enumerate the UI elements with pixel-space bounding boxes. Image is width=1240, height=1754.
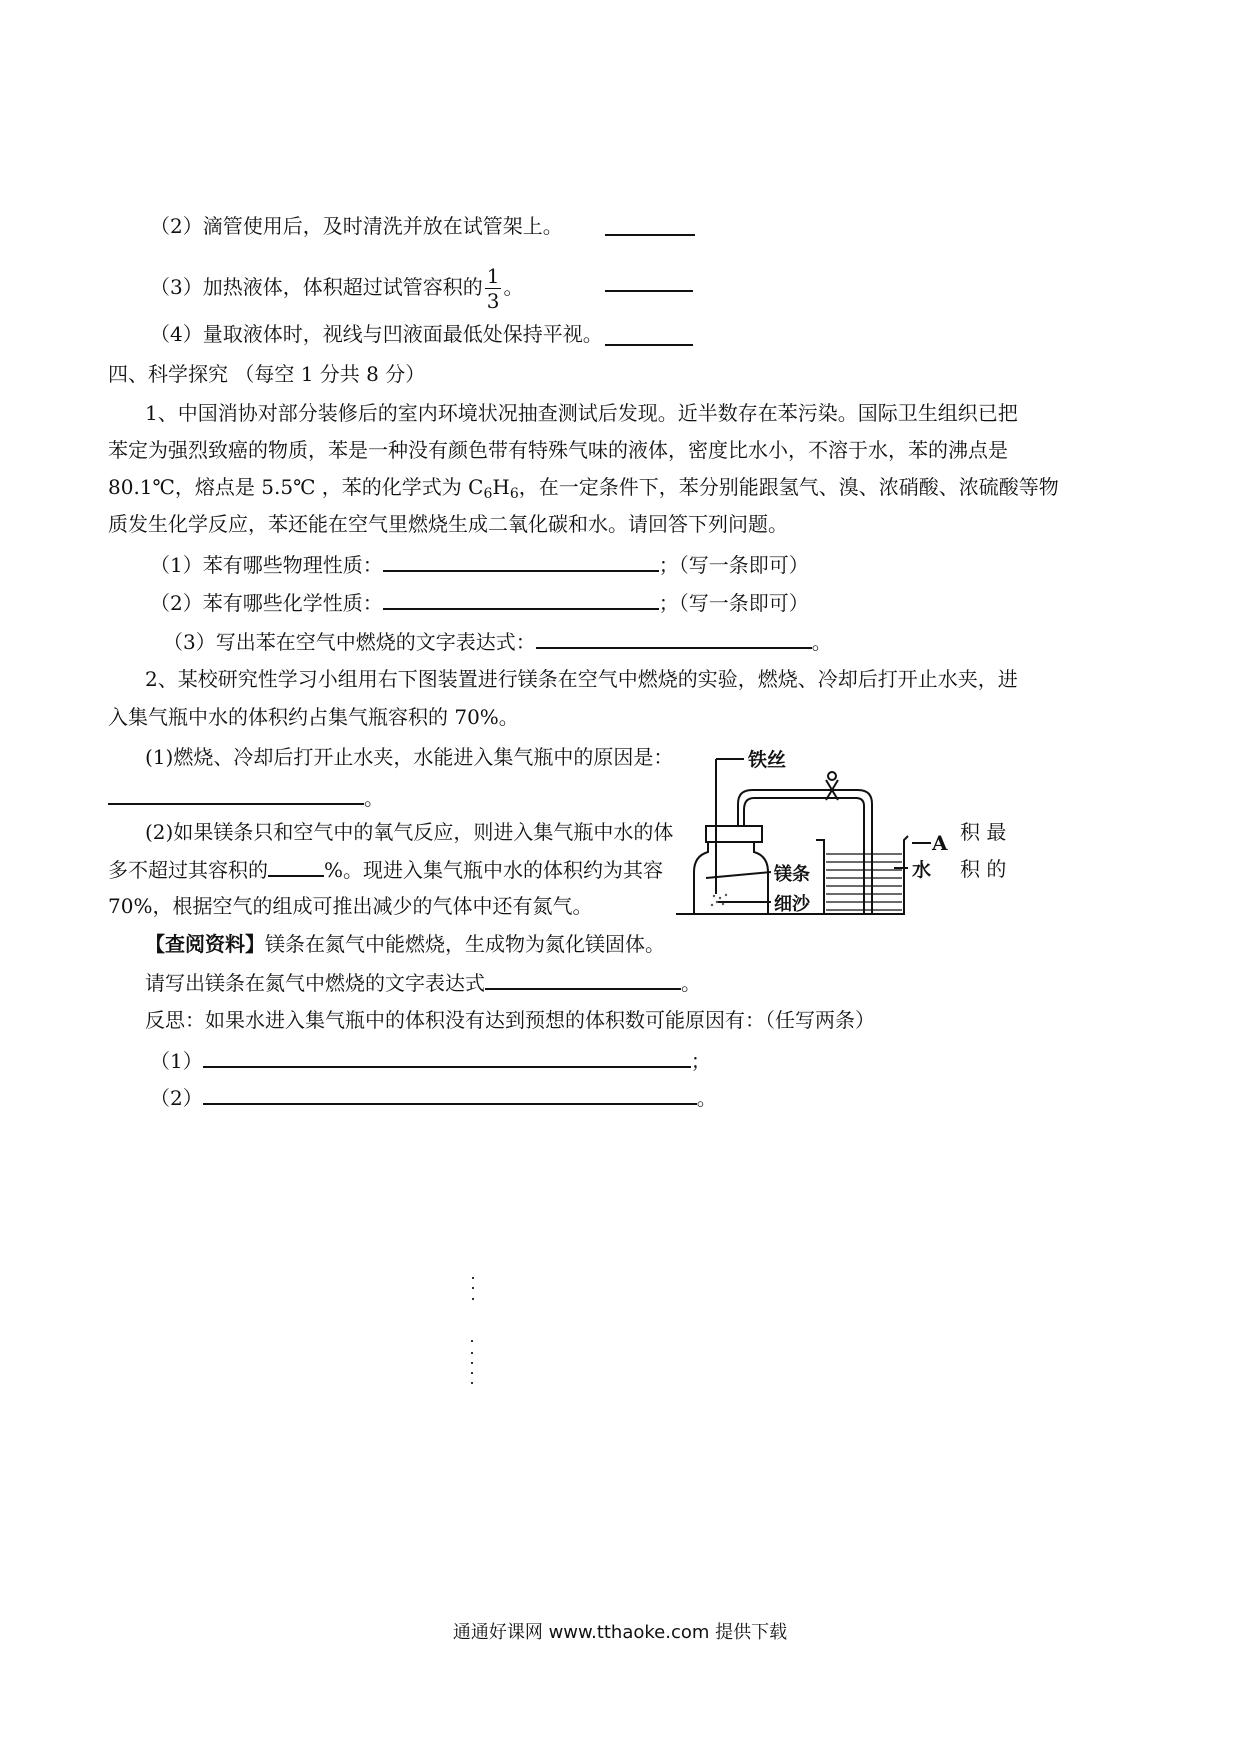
q3-item-4-text: （4）量取液体时，视线与凹液面最低处保持平视。 [150,322,603,346]
clamp-handle [828,772,836,780]
q1-para-line-3 [108,473,1059,508]
footer: 通通好课网 www.tthaoke.com 提供下载 [452,1622,788,1643]
answer-blank[interactable] [605,214,695,236]
reflect-answer-1-end: ； [690,1049,711,1073]
q3-item-3-text: （3）加热液体，体积超过试管容积的 [150,275,483,299]
reflect-answer-1 [150,1046,711,1075]
q2-part-2-right-1: 积 最 [960,820,1007,844]
q2-part-2-line-3: 70%，根据空气的组成可推出减少的气体中还有氮气。 [108,894,593,918]
formula-h: H [492,475,510,499]
reflect-answer-1-label: （1） [150,1049,203,1073]
scan-dot [472,1277,474,1279]
reflect-answer-2-label: （2） [150,1086,203,1110]
q1-para-line-3-b: ，在一定条件下，苯分别能跟氢气、溴、浓硝酸、浓硫酸等物 [518,475,1059,499]
ask-end: 。 [681,971,701,995]
q2-intro-line-1: 2、某校研究性学习小组用右下图装置进行镁条在空气中燃烧的实验，燃烧、冷却后打开止水夹，进 [145,667,1018,691]
answer-blank[interactable] [605,270,693,292]
q3-item-3-end: 。 [503,275,524,299]
q3-item-2 [150,212,563,240]
q1-para-line-3-a: 80.1℃，熔点是 5.5℃ ，苯的化学式为 C [108,475,484,499]
q2-part-2-line-1: (2)如果镁条只和空气中的氧气反应，则进入集气瓶中水的体 [145,820,674,844]
answer-blank[interactable] [203,1046,691,1068]
answer-blank[interactable] [268,855,324,877]
q1-sub-1 [150,550,809,579]
q2-part-1-answer [108,783,384,812]
q1-sub-2-label: （2）苯有哪些化学性质： [150,591,383,615]
q2-part-2-text-b: %。现进入集气瓶中水的体积约为其容 [324,858,664,882]
stopper [706,826,762,842]
q1-para-line-2: 苯定为强烈致癌的物质，苯是一种没有颜色带有特殊气味的液体，密度比水小，不溶于水，苯的沸点是 [108,438,1008,462]
answer-blank[interactable] [383,588,659,610]
q3-item-4 [150,320,603,348]
answer-blank[interactable] [108,783,364,805]
scan-dot [472,1298,474,1300]
apparatus-diagram [676,744,966,924]
answer-blank[interactable] [485,968,681,990]
label-water: 水 [912,859,932,881]
q2-intro-line-2: 入集气瓶中水的体积约占集气瓶容积的 70%。 [108,705,519,729]
answer-blank[interactable] [383,550,659,572]
answer-blank[interactable] [536,627,812,649]
scan-dot [471,1372,473,1374]
section-title: 四、科学探究 （每空 1 分共 8 分） [108,362,426,386]
reflect-answer-2-end: 。 [696,1086,717,1110]
reflect-answer-2 [150,1083,717,1112]
scan-dot [471,1352,473,1354]
q1-sub-3-tail: 。 [811,630,832,654]
q2-part-1-end: 。 [364,786,384,810]
scan-dot [471,1382,473,1384]
reflect-line: 反思：如果水进入集气瓶中的体积没有达到预想的体积数可能原因有：（任写两条） [145,1008,875,1032]
answer-blank[interactable] [203,1083,697,1105]
answer-blank[interactable] [605,324,693,346]
q1-sub-2 [150,588,809,617]
scan-dot [472,1287,474,1289]
q1-sub-1-tail: ；（写一条即可） [658,553,809,577]
scan-dot [471,1340,473,1342]
scan-dot [471,1362,473,1364]
fraction [485,264,502,313]
q1-sub-2-tail: ；（写一条即可） [658,591,809,615]
label-a: A [932,831,948,855]
q1-sub-1-label: （1）苯有哪些物理性质： [150,553,383,577]
label-mg: 镁条 [774,864,810,885]
reference-label: 【查阅资料】 [145,932,265,956]
q1-para-line-4: 质发生化学反应，苯还能在空气里燃烧生成二氧化碳和水。请回答下列问题。 [108,512,788,536]
q3-item-2-text: （2）滴管使用后，及时清洗并放在试管架上。 [150,214,563,238]
label-sand: 细沙 [774,894,810,915]
reference-line [145,930,665,958]
q2-part-2-right-2: 积 的 [960,857,1007,881]
q3-item-3 [150,264,523,313]
formula-subscript: 6 [509,486,519,502]
q1-para-line-1: 1、中国消协对部分装修后的室内环境状况抽查测试后发现。近半数存在苯污染。国际卫生组织已把 [145,401,1018,425]
ask-line [145,968,701,997]
label-iron: 铁丝 [748,749,787,771]
ask-text: 请写出镁条在氮气中燃烧的文字表达式 [145,971,485,995]
fraction-denominator: 3 [486,289,500,313]
fraction-numerator: 1 [486,264,500,288]
q2-part-2-line-2 [108,855,663,884]
q2-part-2-text-a: 多不超过其容积的 [108,858,268,882]
q1-sub-3-label: （3）写出苯在空气中燃烧的文字表达式： [163,630,536,654]
reference-text: 镁条在氮气中能燃烧，生成物为氮化镁固体。 [265,932,665,956]
q2-part-1: (1)燃烧、冷却后打开止水夹，水能进入集气瓶中的原因是： [145,745,674,769]
formula-subscript: 6 [483,486,493,502]
sand-dots [711,894,727,906]
q1-sub-3 [163,627,832,656]
gas-bottle [694,842,768,914]
